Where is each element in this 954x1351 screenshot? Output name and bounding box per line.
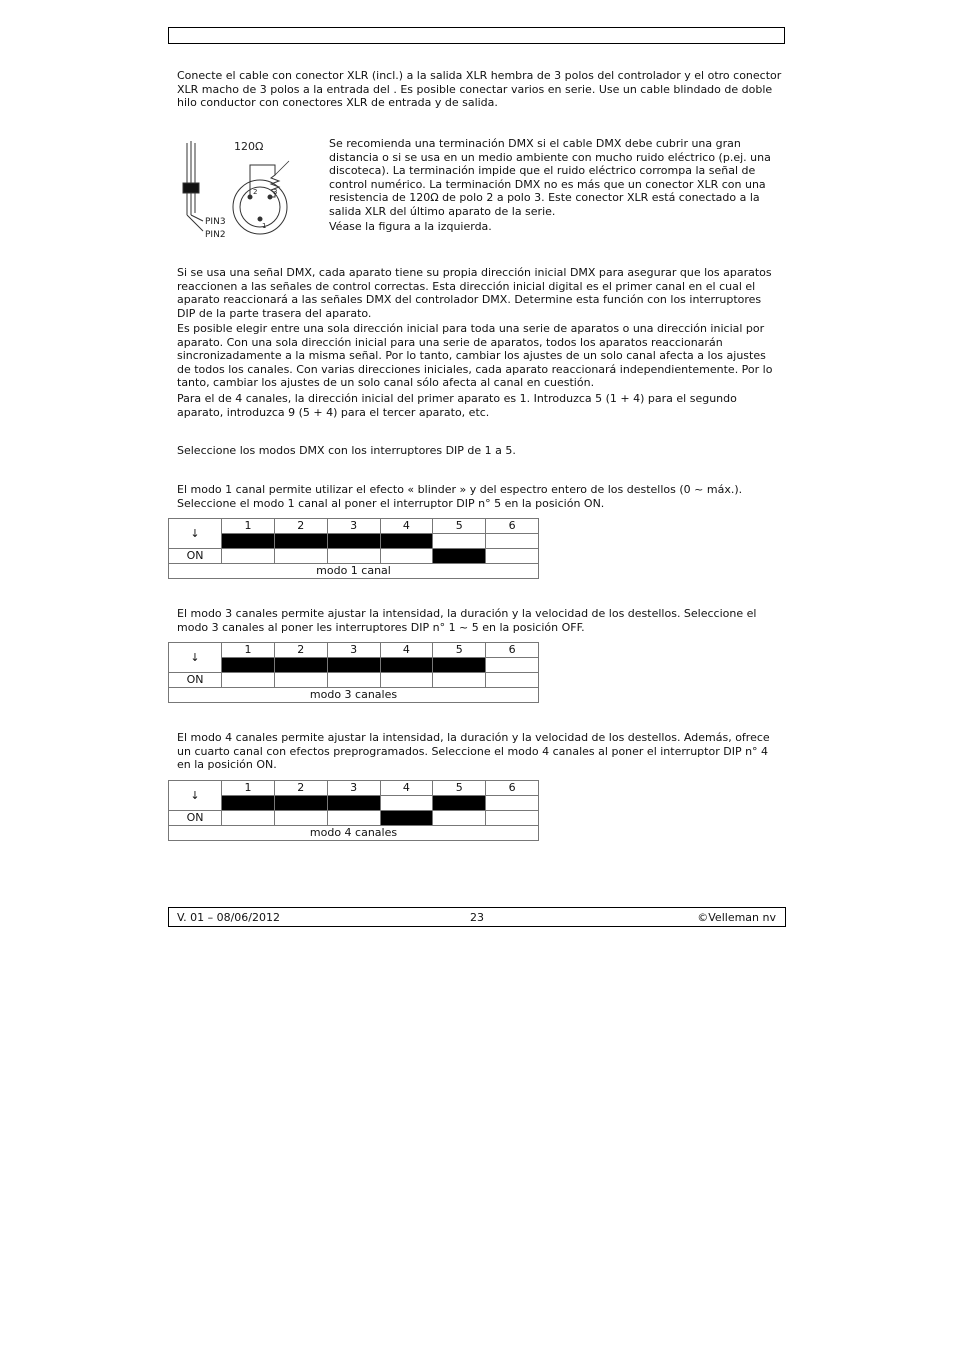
footer-copyright: ©Velleman nv bbox=[697, 911, 776, 924]
paragraph-termination: Se recomienda una terminación DMX si el cable DMX debe cubrir una gran distancia o si se usa en un medio ambiente con mucho ruido eléctrico (p.ej. una discoteca). La terminación impide que el ruido eléctrico corrompa la señal de control numérico. La terminación DMX no es más que un conector XLR con una resistencia de 120Ω de polo 2 a polo 3. Este conector XLR está conectado a la salida XLR del último aparato de la serie. bbox=[329, 137, 771, 218]
pin-label-2: 2 bbox=[253, 188, 258, 196]
dip-switch-cell bbox=[433, 673, 486, 688]
dip-switch-cell bbox=[222, 534, 275, 549]
dip-switch-cell bbox=[327, 796, 380, 811]
dip-switch-cell bbox=[380, 534, 433, 549]
dip-switch-cell bbox=[433, 811, 486, 826]
dip-column-header: 6 bbox=[486, 519, 539, 534]
paragraph-modes: Seleccione los modos DMX con los interruptores DIP de 1 a 5. bbox=[177, 444, 516, 457]
dip-switch-cell bbox=[222, 658, 275, 673]
dip-switch-cell bbox=[274, 796, 327, 811]
paragraph-address-1: Si se usa una señal DMX, cada aparato tiene su propia dirección inicial DMX para asegurar que los aparatos reaccionen a las señales de control correctas. Esta dirección inicial digital es el primer canal en el cual el aparato reaccionará a las señales DMX del controlador DMX. Determine esta función con los interruptores DIP de la parte trasera del aparato. bbox=[177, 266, 772, 320]
footer-page-number: 23 bbox=[470, 911, 484, 924]
dip-table-caption: modo 4 canales bbox=[169, 826, 539, 841]
dip-switch-cell bbox=[274, 673, 327, 688]
pin-label-1: 1 bbox=[262, 222, 267, 230]
footer bbox=[168, 907, 786, 927]
dip-column-header: 3 bbox=[327, 643, 380, 658]
dip-switch-cell bbox=[274, 549, 327, 564]
dip-switch-cell bbox=[327, 811, 380, 826]
dip-switch-cell bbox=[433, 658, 486, 673]
dip-column-header: 1 bbox=[222, 519, 275, 534]
dip-switch-cell bbox=[486, 673, 539, 688]
dip-column-header: 3 bbox=[327, 781, 380, 796]
dip-switch-cell bbox=[380, 811, 433, 826]
dip-column-header: 1 bbox=[222, 643, 275, 658]
dip-switch-cell bbox=[274, 811, 327, 826]
paragraph-mode3: El modo 3 canales permite ajustar la intensidad, la duración y la velocidad de los destellos. Seleccione el modo 3 canales al poner les interruptores DIP n° 1 ~ 5 en la posición OFF. bbox=[177, 607, 757, 634]
dip-switch-cell bbox=[274, 658, 327, 673]
dip-column-header: 3 bbox=[327, 519, 380, 534]
dip-switch-cell bbox=[486, 534, 539, 549]
paragraph-address-3: Para el de 4 canales, la dirección inicial del primer aparato es 1. Introduzca 5 (1 + 4) para el segundo aparato, introduzca 9 (5 + 4) para el tercer aparato, etc. bbox=[177, 392, 737, 419]
dip-switch-cell bbox=[433, 549, 486, 564]
dip-column-header: 6 bbox=[486, 781, 539, 796]
dip-table-mode3 bbox=[168, 642, 539, 703]
header-box bbox=[168, 27, 785, 44]
dip-switch-cell bbox=[274, 534, 327, 549]
on-label: ON bbox=[169, 673, 222, 688]
dip-switch-cell bbox=[222, 673, 275, 688]
down-arrow-icon: ↓ bbox=[169, 519, 222, 549]
dip-switch-cell bbox=[486, 658, 539, 673]
dip-column-header: 2 bbox=[274, 519, 327, 534]
pin3-label: PIN3 bbox=[205, 217, 226, 227]
dip-switch-cell bbox=[380, 658, 433, 673]
paragraph-mode1: El modo 1 canal permite utilizar el efecto « blinder » y del espectro entero de los destellos (0 ~ máx.). Seleccione el modo 1 canal al poner el interruptor DIP n° 5 en la posición ON. bbox=[177, 483, 743, 510]
down-arrow-icon: ↓ bbox=[169, 643, 222, 673]
xlr-termination-figure bbox=[175, 135, 315, 241]
dip-switch-cell bbox=[327, 534, 380, 549]
dip-column-header: 5 bbox=[433, 643, 486, 658]
dip-table-mode4 bbox=[168, 780, 539, 841]
dip-table-caption: modo 1 canal bbox=[169, 564, 539, 579]
dip-switch-cell bbox=[222, 549, 275, 564]
dip-table-mode1 bbox=[168, 518, 539, 579]
paragraph-mode4: El modo 4 canales permite ajustar la intensidad, la duración y la velocidad de los destellos. Además, ofrece un cuarto canal con efectos preprogramados. Seleccione el modo 4 canales al poner el interruptor DIP n° 4 en la posición ON. bbox=[177, 731, 770, 772]
dip-switch-cell bbox=[433, 796, 486, 811]
footer-version: V. 01 – 08/06/2012 bbox=[177, 911, 280, 924]
dip-switch-cell bbox=[380, 796, 433, 811]
resistor-label: 120Ω bbox=[234, 140, 264, 153]
on-label: ON bbox=[169, 549, 222, 564]
pin-label-3: 3 bbox=[273, 188, 278, 196]
dip-column-header: 4 bbox=[380, 781, 433, 796]
dip-column-header: 2 bbox=[274, 643, 327, 658]
dip-column-header: 5 bbox=[433, 519, 486, 534]
dip-switch-cell bbox=[327, 549, 380, 564]
dip-switch-cell bbox=[327, 673, 380, 688]
dip-column-header: 4 bbox=[380, 519, 433, 534]
dip-switch-cell bbox=[486, 811, 539, 826]
dip-switch-cell bbox=[433, 534, 486, 549]
dip-column-header: 4 bbox=[380, 643, 433, 658]
dip-column-header: 5 bbox=[433, 781, 486, 796]
paragraph-see-figure: Véase la figura a la izquierda. bbox=[329, 220, 492, 233]
dip-switch-cell bbox=[222, 796, 275, 811]
paragraph-connect: Conecte el cable con conector XLR (incl.) a la salida XLR hembra de 3 polos del controlador y el otro conector XLR macho de 3 polos a la entrada del . Es posible conectar varios en serie. Use un cable blindado de doble hilo conductor con conectores XLR de entrada y de salida. bbox=[177, 69, 782, 110]
dip-column-header: 1 bbox=[222, 781, 275, 796]
on-label: ON bbox=[169, 811, 222, 826]
dip-switch-cell bbox=[380, 549, 433, 564]
dip-column-header: 2 bbox=[274, 781, 327, 796]
dip-switch-cell bbox=[327, 658, 380, 673]
dip-switch-cell bbox=[222, 811, 275, 826]
down-arrow-icon: ↓ bbox=[169, 781, 222, 811]
pin2-label: PIN2 bbox=[205, 230, 226, 240]
paragraph-address-2: Es posible elegir entre una sola dirección inicial para toda una serie de aparatos o una dirección inicial por aparato. Con una sola dirección inicial para una serie de aparatos, todos los aparatos reaccionarán sincronizadamente a la misma señal. Por lo tanto, cambiar los ajustes de un solo canal afecta a los ajustes de todos los canales. Con varias direcciones iniciales, cada aparato reaccionará independientemente. Por lo tanto, cambiar los ajustes de un solo canal sólo afecta al canal en cuestión. bbox=[177, 322, 773, 390]
dip-switch-cell bbox=[486, 549, 539, 564]
dip-switch-cell bbox=[380, 673, 433, 688]
dip-table-caption: modo 3 canales bbox=[169, 688, 539, 703]
dip-switch-cell bbox=[486, 796, 539, 811]
dip-column-header: 6 bbox=[486, 643, 539, 658]
